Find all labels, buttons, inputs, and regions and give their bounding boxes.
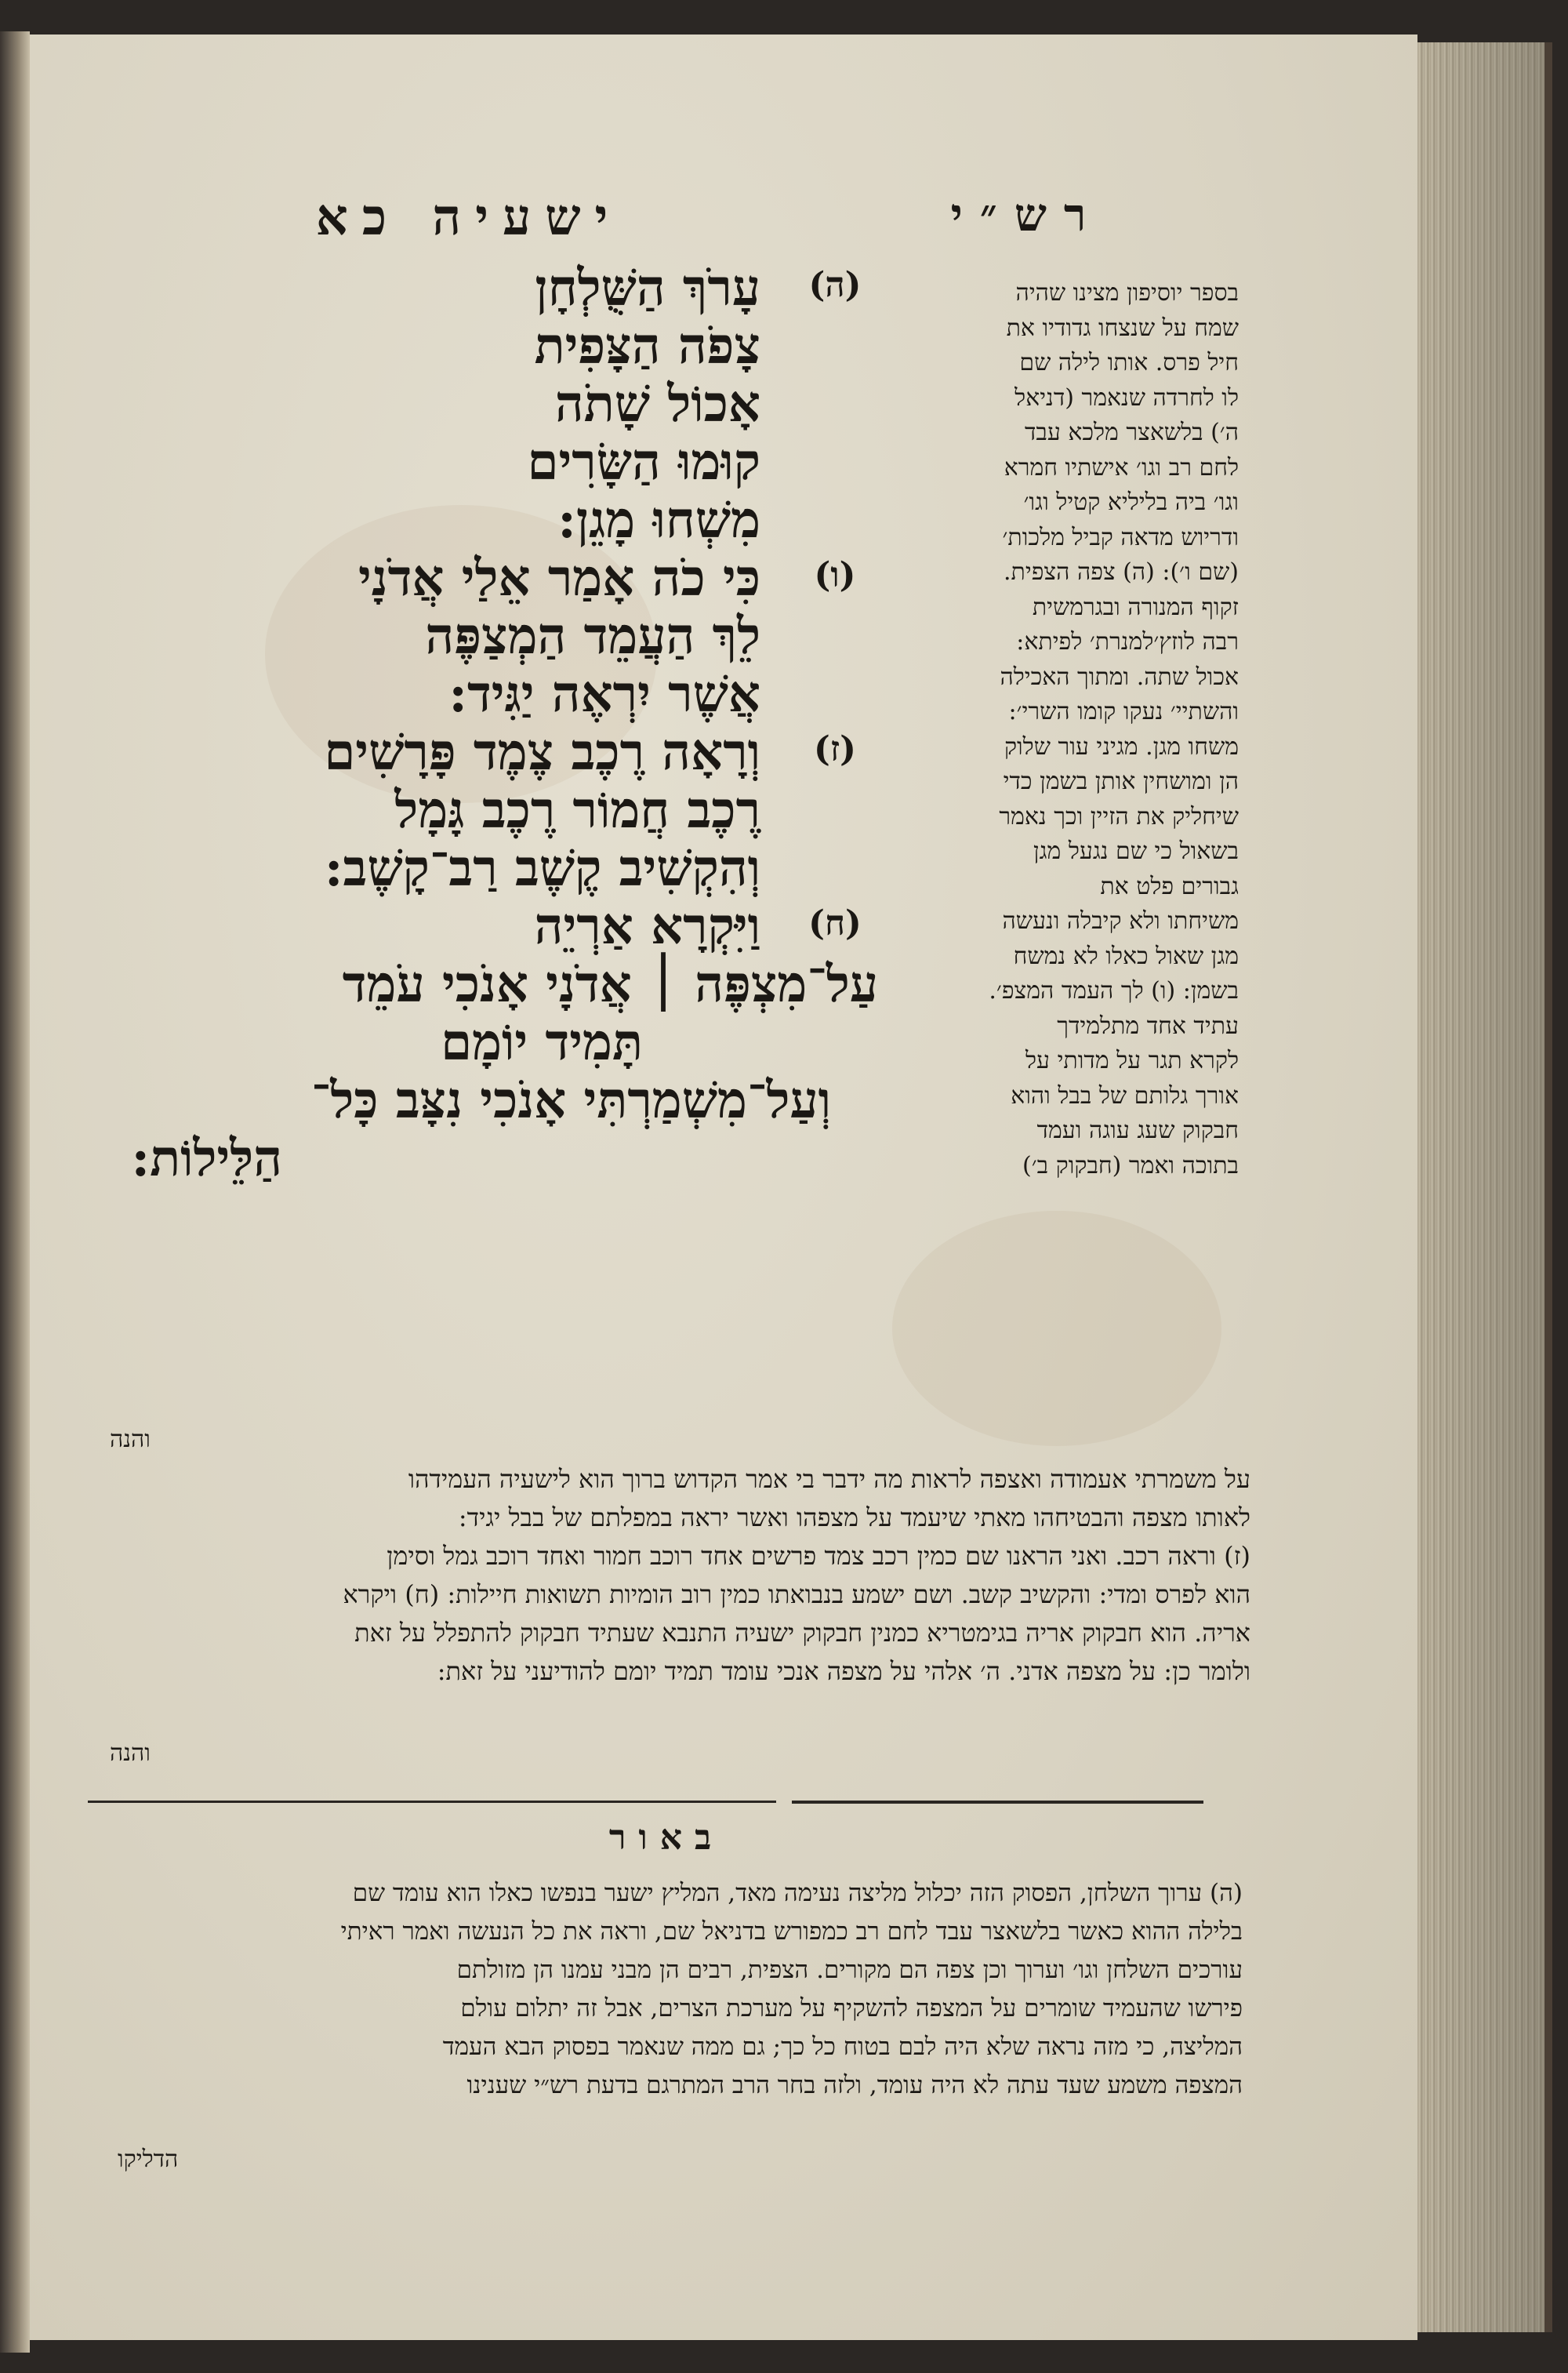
rashi-line: שיחליק את הזיין וכך נאמר bbox=[999, 802, 1239, 830]
rashi-line: (שם ו׳): (ה) צפה הצפית. bbox=[1004, 558, 1239, 586]
rashi-line: לחם רב וגו׳ אישתיו חמרא bbox=[1004, 453, 1239, 482]
rashi-line: בשאול כי שם נגעל מגן bbox=[1033, 838, 1239, 865]
verse-text: וְהִקְשִׁיב קֶשֶׁב רַב־קָשֶׁב: bbox=[324, 839, 760, 898]
verse-text: אָכוֹל שָׁתֹה bbox=[554, 375, 760, 434]
catchword-top: והנה bbox=[110, 1426, 151, 1453]
verse-line bbox=[55, 433, 878, 492]
verse-number: (ו) bbox=[814, 555, 856, 595]
biur-line: עורכים השלחן וגו׳ וערוך וכן צפה הם מקורים. הצפית, רבים הן מבני עמנו הן מזולתם bbox=[456, 1956, 1243, 1984]
verse-line bbox=[55, 781, 878, 840]
rashi-line: והשתיי׳ נעקו קומו השרי׳: bbox=[1008, 698, 1239, 725]
paper-stain bbox=[892, 1211, 1221, 1446]
rashi-line: זקוף המנורה ובגרמשית bbox=[1032, 593, 1239, 621]
verse-text: וְעַל־מִשְׁמַרְתִּי אָנֹכִי נִצָּב כָּל־ bbox=[310, 1071, 831, 1130]
binding-edge bbox=[0, 31, 30, 2353]
page-edges bbox=[1411, 42, 1552, 2332]
verse-line bbox=[55, 723, 878, 782]
commentary-title: רש״י bbox=[950, 188, 1104, 242]
biur-line: פירשו שהעמיד שומרים על המצפה להשקיף על מערכת הצרים, אבל זה יתלום עולם bbox=[460, 1994, 1243, 2022]
continuation-line: (ז) וראה רכב. ואני הראנו שם כמין רכב צמד פרשים אחד רוכב חמור ואחד רוכב גמל וסימן bbox=[387, 1541, 1250, 1571]
rashi-line: עתיד אחד מתלמידך bbox=[1057, 1012, 1239, 1040]
biur-line: בלילה ההוא כאשר בלשאצר עבד לחם רב כמפורש בדניאל שם, וראה את כל הנעשה ואמר ראיתי bbox=[340, 1917, 1243, 1946]
verse-line bbox=[55, 491, 878, 550]
catchword-biur: הדליקו bbox=[118, 2146, 179, 2173]
verse-line bbox=[55, 549, 878, 608]
verse-line bbox=[55, 1013, 878, 1072]
rashi-line: בתוכה ואמר (חבקוק ב׳) bbox=[1022, 1151, 1239, 1179]
verse-text: רֶכֶב חֲמוֹר רֶכֶב גָּמָל bbox=[394, 781, 760, 840]
rashi-line: הן ומושחין אותן בשמן כדי bbox=[1003, 768, 1239, 795]
verse-number: (ה) bbox=[808, 265, 862, 305]
rashi-line: בספר יוסיפון מצינו שהיה bbox=[1015, 279, 1239, 307]
verse-text: קוּמוּ הַשָּׂרִים bbox=[527, 433, 760, 492]
rashi-line: משיחתו ולא קיבלה ונעשה bbox=[1002, 907, 1239, 935]
rashi-line: לקרא תגר על מדותי על bbox=[1025, 1047, 1239, 1074]
verse-text: וַיִּקְרָא אַרְיֵה bbox=[534, 897, 760, 956]
rashi-line: בשמן: (ו) לך העמד המצפ׳. bbox=[989, 977, 1239, 1005]
rashi-line: ודריוש מדאה קביל מלכות׳ bbox=[1002, 523, 1239, 551]
verse-line bbox=[55, 665, 878, 724]
rashi-line: מגן שאול כאלו לא נמשח bbox=[1013, 942, 1239, 970]
continuation-line: על משמרתי אעמודה ואצפה לראות מה ידבר בי אמר הקדוש ברוך הוא לישעיה העמידהו bbox=[408, 1464, 1250, 1494]
verse-text: תָּמִיד יוֹמָם bbox=[441, 1013, 643, 1072]
verse-number: (ז) bbox=[814, 729, 856, 769]
verse-text: עָרֹךְ הַשֻּׁלְחָן bbox=[535, 259, 760, 318]
verse-line bbox=[55, 955, 878, 1014]
rashi-continuation bbox=[74, 1460, 1250, 1691]
biur-commentary bbox=[74, 1874, 1243, 2105]
verse-line bbox=[55, 897, 878, 956]
verse-line bbox=[55, 259, 878, 318]
divider-rule bbox=[792, 1801, 1203, 1804]
rashi-line: שמח על שנצחו גדודיו את bbox=[1006, 314, 1239, 342]
verse-text: וְרָאָה רֶכֶב צֶמֶד פָּרָשִׁים bbox=[324, 723, 760, 782]
rashi-line: רבה לוזץ׳למנרת׳ לפיתא: bbox=[1016, 628, 1239, 656]
verse-line bbox=[55, 607, 878, 666]
biur-line: המצפה משמע שעד עתה לא היה עומד, ולזה בחר הרב המתרגם בדעת רש״י שענינו bbox=[466, 2071, 1243, 2099]
biur-title: באור bbox=[608, 1818, 724, 1858]
verse-number: (ח) bbox=[808, 903, 862, 943]
catchword-bottom: והנה bbox=[110, 1739, 151, 1767]
rashi-line: חבקוק שעג עוגה ועמד bbox=[1036, 1117, 1239, 1144]
continuation-line: לאותו מצפה והבטיחהו מאתי שיעמד על מצפהו ואשר יראה במפלתם של בבל יגיד: bbox=[458, 1503, 1250, 1532]
verse-text: לֵךְ הַעֲמֵד הַמְצַפֶּה bbox=[425, 607, 760, 666]
continuation-line: אריה. הוא חבקוק אריה בגימטריא כמנין חבקוק ישעיה התנבא שעתיד חבקוק להתפלל על זאת bbox=[354, 1618, 1250, 1648]
divider-rule bbox=[88, 1801, 776, 1803]
verse-line bbox=[55, 375, 878, 434]
rashi-commentary bbox=[902, 276, 1239, 1183]
verse-text: הַלֵּילוֹת: bbox=[131, 1129, 282, 1188]
rashi-line: וגו׳ ביה בליליא קטיל וגו׳ bbox=[1023, 489, 1239, 516]
biur-line: המליצה, כי מזה נראה שלא היה לבם בטוח כל כך; גם ממה שנאמר בפסוק הבא העמד bbox=[442, 2033, 1243, 2061]
continuation-line: ולומר כן: על מצפה אדני. ה׳ אלהי על מצפה אנכי עומד תמיד יומם להודיעני על זאת: bbox=[437, 1656, 1250, 1686]
verse-line bbox=[55, 317, 878, 376]
verse-text: כִּי כֹה אָמַר אֵלַי אֲדֹנָי bbox=[358, 549, 760, 608]
verse-text: אֲשֶׁר יִרְאֶה יַגִּיד: bbox=[448, 665, 760, 724]
continuation-line: הוא לפרס ומדי: והקשיב קשב. ושם ישמע בנבואתו כמין רוב הומיות תשואות חיילות: (ח) ויקרא bbox=[343, 1579, 1250, 1609]
rashi-line: אורך גלותם של בבל והוא bbox=[1011, 1081, 1239, 1110]
verse-line bbox=[55, 1129, 878, 1188]
verse-line bbox=[55, 1071, 878, 1130]
verse-text: צָפֹה הַצָּפִית bbox=[534, 317, 760, 376]
verse-text: עַל־מִצְפֶּה ׀ אֲדֹנָי אָנֹכִי עֹמֵד bbox=[342, 955, 878, 1014]
rashi-line: ה׳) בלשאצר מלכא עבד bbox=[1024, 419, 1239, 446]
biur-line: (ה) ערוך השלחן, הפסוק הזה יכלול מליצה נעימה מאד, המליץ ישער בנפשו כאלו הוא עומד שם bbox=[352, 1879, 1243, 1907]
verse-column bbox=[55, 259, 878, 1187]
verse-text: מִשְׁחוּ מָגֵן: bbox=[557, 491, 760, 550]
rashi-line: משחו מגן. מגיני עור שלוק bbox=[1004, 732, 1239, 761]
rashi-line: לו לחרדה שנאמר (דניאל bbox=[1014, 383, 1239, 412]
rashi-line: אכול שתה. ומתוך האכילה bbox=[1000, 663, 1239, 691]
rashi-line: חיל פרס. אותו לילה שם bbox=[1019, 349, 1239, 376]
page-title: ישעיה כא bbox=[315, 188, 622, 247]
verse-line bbox=[55, 839, 878, 898]
rashi-line: גבורים פלט את bbox=[1100, 872, 1239, 900]
